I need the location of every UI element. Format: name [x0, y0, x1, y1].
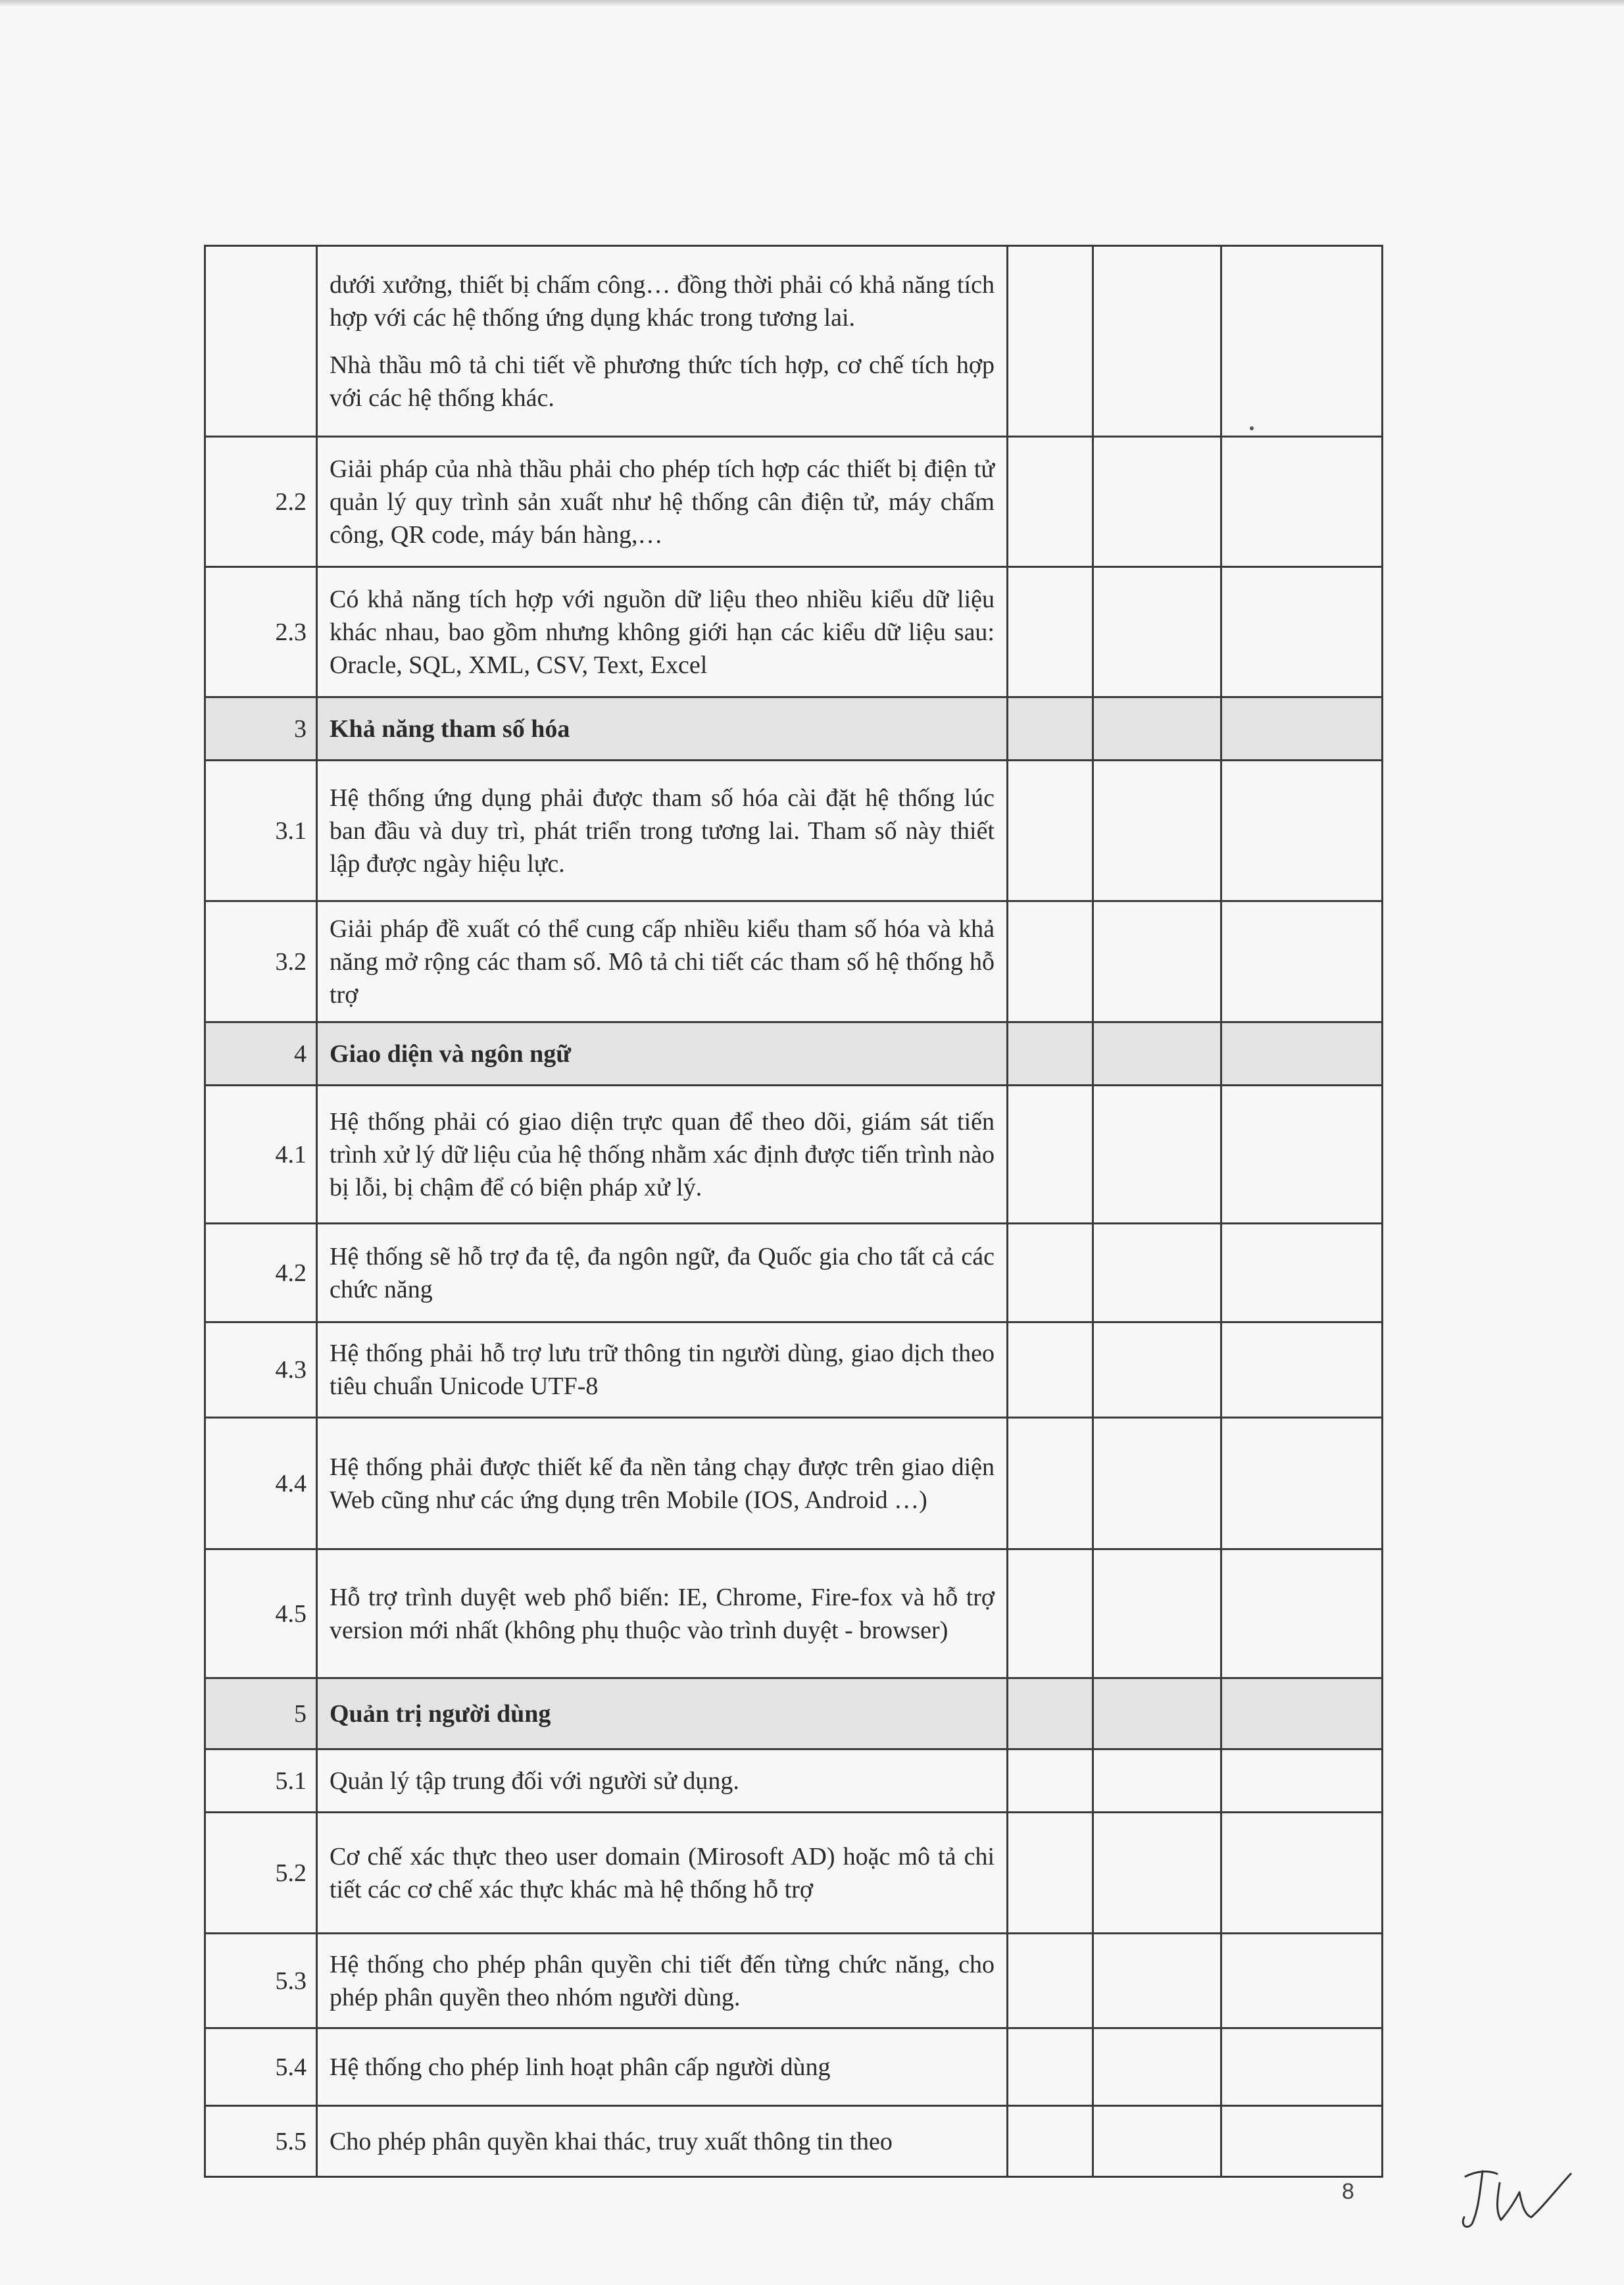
- empty-cell: [1093, 1022, 1221, 1086]
- empty-cell: [1093, 697, 1221, 761]
- section-title: [317, 1678, 1008, 1749]
- table-row: [205, 2106, 1383, 2177]
- empty-cell: [1093, 1934, 1221, 2028]
- row-number: 3.2: [205, 901, 317, 1022]
- row-number: 3: [205, 697, 317, 761]
- table-row: [205, 246, 1383, 437]
- empty-cell: [1221, 1224, 1383, 1322]
- empty-cell: [1093, 1086, 1221, 1224]
- row-number: [205, 246, 317, 437]
- empty-cell: [1221, 1322, 1383, 1418]
- empty-cell: [1221, 1678, 1383, 1749]
- requirement-paragraph: dưới xưởng, thiết bị chấm công… đồng thời phải có khả năng tích hợp với các hệ thống ứng dụng khác trong tương lai.: [330, 270, 995, 332]
- requirement-paragraph: Hỗ trợ trình duyệt web phổ biến: IE, Chrome, Fire-fox và hỗ trợ version mới nhất (không phụ thuộc vào trình duyệt - browser): [330, 1583, 995, 1644]
- empty-cell: [1008, 246, 1093, 437]
- section-title: [317, 697, 1008, 761]
- table-row: [205, 2028, 1383, 2106]
- empty-cell: [1221, 1418, 1383, 1549]
- row-number: 4.1: [205, 1086, 317, 1224]
- table-row: [205, 1549, 1383, 1678]
- requirement-paragraph: Giải pháp đề xuất có thể cung cấp nhiều kiểu tham số hóa và khả năng mở rộng các tham số. Mô tả chi tiết các tham số hệ thống hỗ trợ: [330, 915, 995, 1009]
- table-row: [205, 1934, 1383, 2028]
- empty-cell: [1008, 1678, 1093, 1749]
- table-row: [205, 1749, 1383, 1813]
- empty-cell: [1008, 437, 1093, 567]
- requirement-paragraph: Hệ thống cho phép phân quyền chi tiết đến từng chức năng, cho phép phân quyền theo nhóm người dùng.: [330, 1950, 995, 2011]
- empty-cell: [1221, 1934, 1383, 2028]
- row-number: 4.3: [205, 1322, 317, 1418]
- empty-cell: [1093, 761, 1221, 901]
- row-number: 2.3: [205, 567, 317, 697]
- empty-cell: [1008, 761, 1093, 901]
- requirements-table: [204, 245, 1383, 2178]
- table-row: [205, 567, 1383, 697]
- row-number: 4.4: [205, 1418, 317, 1549]
- row-number: 5: [205, 1678, 317, 1749]
- empty-cell: [1093, 567, 1221, 697]
- row-number: 5.3: [205, 1934, 317, 2028]
- empty-cell: [1008, 1813, 1093, 1934]
- section-row: [205, 1022, 1383, 1086]
- requirement-text: [317, 246, 1008, 437]
- empty-cell: [1008, 697, 1093, 761]
- empty-cell: [1008, 1549, 1093, 1678]
- table-row: [205, 1224, 1383, 1322]
- requirement-text: [317, 1224, 1008, 1322]
- requirement-paragraph: Khả năng tham số hóa: [330, 715, 570, 743]
- empty-cell: [1221, 246, 1383, 437]
- empty-cell: [1093, 246, 1221, 437]
- table-row: [205, 1418, 1383, 1549]
- requirement-text: [317, 567, 1008, 697]
- requirement-text: [317, 1086, 1008, 1224]
- section-title: [317, 1022, 1008, 1086]
- empty-cell: [1221, 901, 1383, 1022]
- requirement-paragraph: Hệ thống phải hỗ trợ lưu trữ thông tin người dùng, giao dịch theo tiêu chuẩn Unicode UTF-8: [330, 1340, 995, 1400]
- requirement-text: [317, 1418, 1008, 1549]
- requirement-paragraph: Hệ thống cho phép linh hoạt phân cấp người dùng: [330, 2053, 831, 2081]
- empty-cell: [1008, 1418, 1093, 1549]
- requirement-text: [317, 2028, 1008, 2106]
- scan-speck: [1250, 426, 1254, 430]
- table-row: [205, 901, 1383, 1022]
- empty-cell: [1008, 2106, 1093, 2177]
- empty-cell: [1093, 1418, 1221, 1549]
- requirement-paragraph: Cho phép phân quyền khai thác, truy xuất thông tin theo: [330, 2127, 893, 2155]
- empty-cell: [1093, 1549, 1221, 1678]
- empty-cell: [1221, 567, 1383, 697]
- empty-cell: [1221, 697, 1383, 761]
- page-number: 8: [1342, 2179, 1354, 2204]
- empty-cell: [1093, 901, 1221, 1022]
- empty-cell: [1221, 2106, 1383, 2177]
- empty-cell: [1008, 1322, 1093, 1418]
- empty-cell: [1221, 2028, 1383, 2106]
- empty-cell: [1221, 1549, 1383, 1678]
- empty-cell: [1008, 1224, 1093, 1322]
- scan-edge: [0, 0, 1624, 7]
- table-row: [205, 761, 1383, 901]
- requirement-text: [317, 1749, 1008, 1813]
- empty-cell: [1093, 1749, 1221, 1813]
- empty-cell: [1008, 901, 1093, 1022]
- empty-cell: [1093, 1322, 1221, 1418]
- empty-cell: [1093, 1678, 1221, 1749]
- row-number: 4: [205, 1022, 317, 1086]
- row-number: 4.2: [205, 1224, 317, 1322]
- row-number: 5.4: [205, 2028, 317, 2106]
- table-row: [205, 1086, 1383, 1224]
- requirement-text: [317, 2106, 1008, 2177]
- empty-cell: [1221, 1749, 1383, 1813]
- requirement-text: [317, 437, 1008, 567]
- requirement-paragraph: Hệ thống ứng dụng phải được tham số hóa cài đặt hệ thống lúc ban đầu và duy trì, phát triển trong tương lai. Tham số này thiết lập được ngày hiệu lực.: [330, 784, 995, 878]
- requirements-table-body: [205, 246, 1383, 2177]
- empty-cell: [1008, 1086, 1093, 1224]
- requirement-paragraph: Nhà thầu mô tả chi tiết về phương thức tích hợp, cơ chế tích hợp với các hệ thống khác.: [330, 351, 995, 412]
- requirement-paragraph: Cơ chế xác thực theo user domain (Mirosoft AD) hoặc mô tả chi tiết các cơ chế xác thực khác mà hệ thống hỗ trợ: [330, 1842, 995, 1903]
- empty-cell: [1093, 1813, 1221, 1934]
- row-number: 3.1: [205, 761, 317, 901]
- table-row: [205, 1813, 1383, 1934]
- row-number: 4.5: [205, 1549, 317, 1678]
- requirement-paragraph: Giao diện và ngôn ngữ: [330, 1040, 572, 1068]
- empty-cell: [1221, 437, 1383, 567]
- empty-cell: [1008, 567, 1093, 697]
- requirement-paragraph: Có khả năng tích hợp với nguồn dữ liệu theo nhiều kiểu dữ liệu khác nhau, bao gồm nhưng không giới hạn các kiểu dữ liệu sau: Oracle, SQL, XML, CSV, Text, Excel: [330, 585, 995, 679]
- signature-icon: [1454, 2151, 1579, 2237]
- requirement-paragraph: Hệ thống phải được thiết kế đa nền tảng chạy được trên giao diện Web cũng như các ứng dụng trên Mobile (IOS, Android …): [330, 1453, 995, 1514]
- requirement-paragraph: Quản trị người dùng: [330, 1699, 551, 1728]
- empty-cell: [1221, 1022, 1383, 1086]
- requirement-text: [317, 1549, 1008, 1678]
- empty-cell: [1221, 1813, 1383, 1934]
- empty-cell: [1093, 2106, 1221, 2177]
- section-row: [205, 1678, 1383, 1749]
- table-row: [205, 437, 1383, 567]
- row-number: 5.1: [205, 1749, 317, 1813]
- section-row: [205, 697, 1383, 761]
- empty-cell: [1221, 761, 1383, 901]
- requirement-paragraph: Giải pháp của nhà thầu phải cho phép tích hợp các thiết bị điện tử quản lý quy trình sản xuất như hệ thống cân điện tử, máy chấm công, QR code, máy bán hàng,…: [330, 455, 995, 549]
- empty-cell: [1008, 1934, 1093, 2028]
- requirement-text: [317, 761, 1008, 901]
- row-number: 5.5: [205, 2106, 317, 2177]
- requirement-paragraph: Quản lý tập trung đối với người sử dụng.: [330, 1767, 739, 1795]
- requirement-text: [317, 1322, 1008, 1418]
- empty-cell: [1008, 1749, 1093, 1813]
- empty-cell: [1008, 2028, 1093, 2106]
- empty-cell: [1221, 1086, 1383, 1224]
- requirement-text: [317, 1813, 1008, 1934]
- empty-cell: [1008, 1022, 1093, 1086]
- requirement-paragraph: Hệ thống sẽ hỗ trợ đa tệ, đa ngôn ngữ, đa Quốc gia cho tất cả các chức năng: [330, 1242, 995, 1303]
- requirement-text: [317, 901, 1008, 1022]
- row-number: 5.2: [205, 1813, 317, 1934]
- row-number: 2.2: [205, 437, 317, 567]
- table-row: [205, 1322, 1383, 1418]
- requirement-paragraph: Hệ thống phải có giao diện trực quan để theo dõi, giám sát tiến trình xử lý dữ liệu của hệ thống nhằm xác định được tiến trình nào bị lỗi, bị chậm để có biện pháp xử lý.: [330, 1107, 995, 1201]
- requirement-text: [317, 1934, 1008, 2028]
- empty-cell: [1093, 437, 1221, 567]
- empty-cell: [1093, 1224, 1221, 1322]
- empty-cell: [1093, 2028, 1221, 2106]
